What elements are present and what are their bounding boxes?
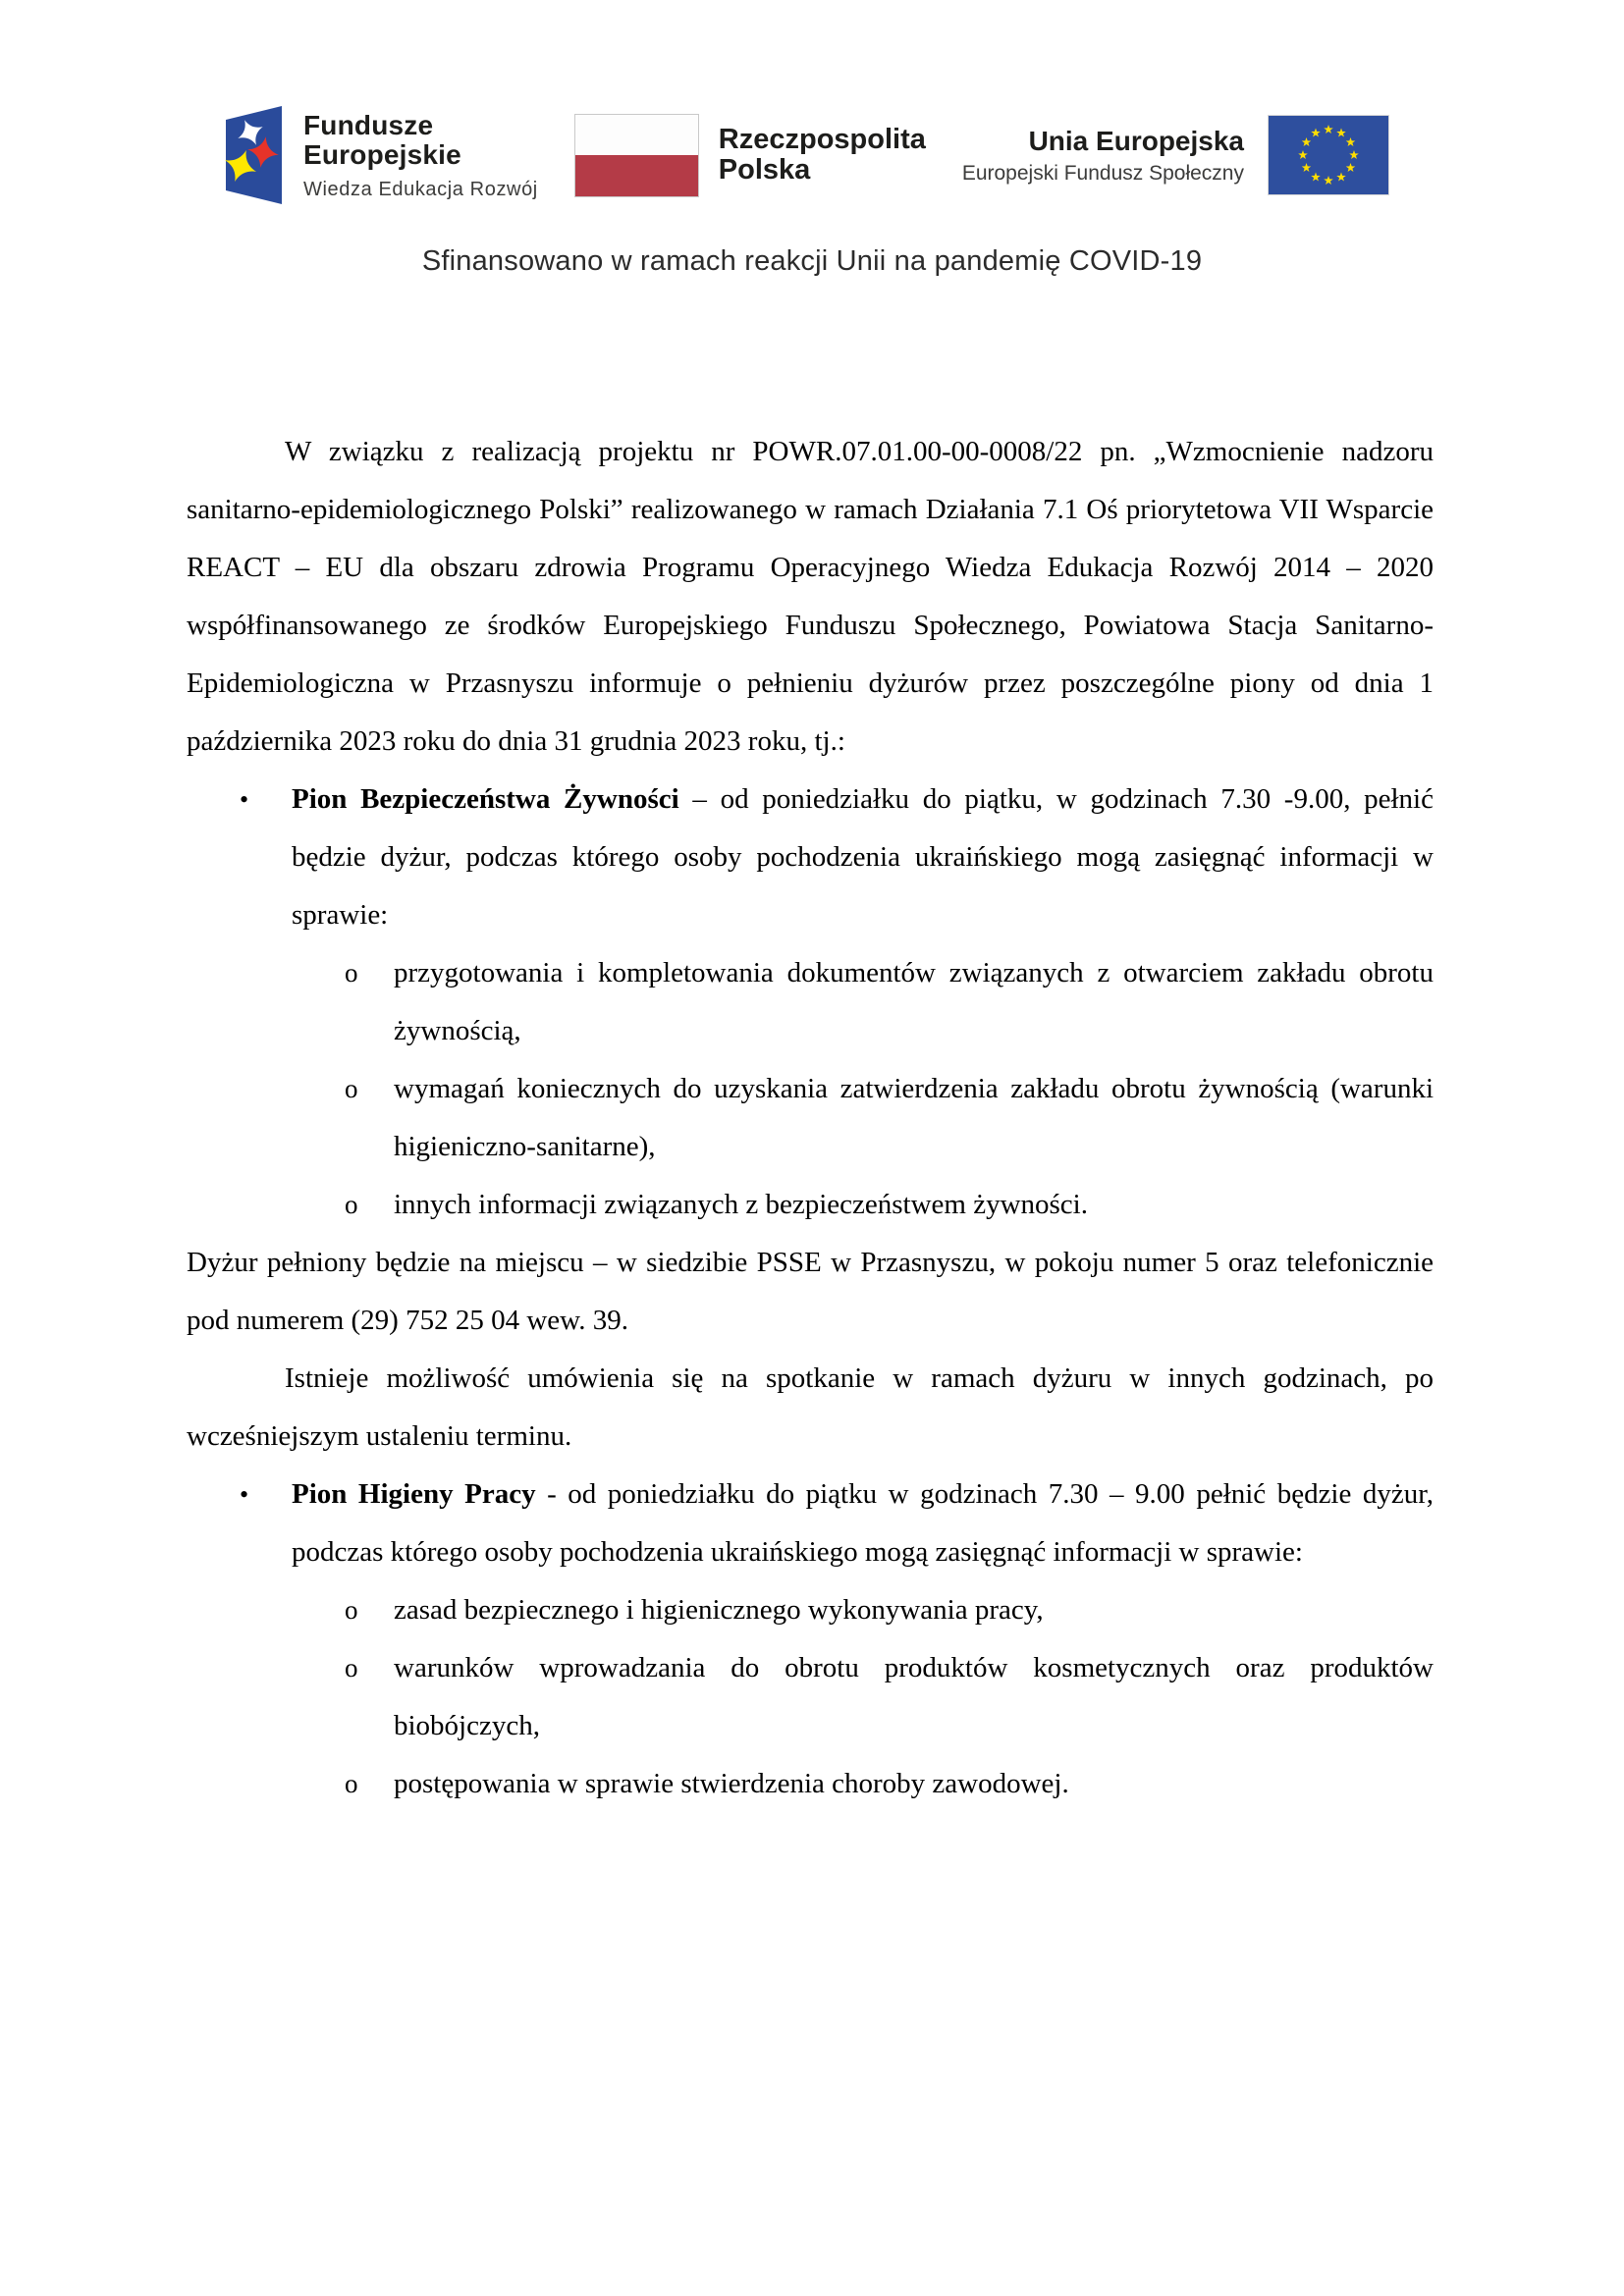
fe-title-line1: Fundusze bbox=[303, 109, 434, 140]
circle-bullet-icon: o bbox=[345, 1769, 358, 1798]
section-intro: – od poniedziałku do piątku, w godzinach 7.30 -9.00, pełnić będzie dyżur, podczas którego osoby pochodzenia ukraińskiego mogą zasięgnąć informacji w sprawie: bbox=[292, 783, 1434, 931]
pl-title-line2: Polska bbox=[718, 154, 811, 186]
unia-europejska-logo bbox=[962, 115, 1389, 195]
fe-logo-text bbox=[303, 111, 538, 200]
circle-bullet-icon: o bbox=[345, 1074, 358, 1103]
funding-tagline: Sfinansowano w ramach reakcji Unii na pandemię COVID-19 bbox=[421, 245, 1203, 277]
sub-list-item bbox=[345, 1755, 1434, 1813]
intro-paragraph: W związku z realizacją projektu nr POWR.07.01.00-00-0008/22 pn. „Wzmocnienie nadzoru sanitarno-epidemiologicznego Polski” realizowanego w ramach Działania 7.1 Oś priorytetowa VII Wsparcie REACT – EU dla obszaru zdrowia Programu Operacyjnego Wiedza Edukacja Rozwój 2014 – 2020 współfinansowanego ze środków Europejskiego Funduszu Społecznego, Powiatowa Stacja Sanitarno-Epidemiologiczna w Przasnyszu informuje o pełnieniu dyżurów przez poszczególne piony od dnia 1 października 2023 roku do dnia 31 grudnia 2023 roku, tj.: bbox=[187, 436, 1434, 757]
funding-logos-header bbox=[0, 0, 1624, 204]
section-intro: - od poniedziałku do piątku w godzinach 7.30 – 9.00 pełnić będzie dyżur, podczas którego osoby pochodzenia ukraińskiego mogą zasięgnąć informacji w sprawie: bbox=[292, 1478, 1434, 1568]
sub-item-text: innych informacji związanych z bezpieczeństwem żywności. bbox=[394, 1189, 1088, 1220]
duty-list-occupational-hygiene bbox=[187, 1466, 1434, 1813]
bullet-icon: • bbox=[240, 1480, 249, 1509]
sub-list-item bbox=[345, 1176, 1434, 1234]
sub-item-text: przygotowania i kompletowania dokumentów związanych z otwarciem zakładu obrotu żywnością, bbox=[394, 957, 1434, 1046]
appointment-paragraph: Istnieje możliwość umówienia się na spotkanie w ramach dyżuru w innych godzinach, po wcześniejszym ustaleniu terminu. bbox=[187, 1362, 1434, 1452]
fe-title-line2: Europejskie bbox=[303, 138, 461, 170]
poland-flag-icon bbox=[574, 114, 699, 197]
sub-list-food-safety bbox=[292, 944, 1434, 1234]
sub-list-item bbox=[345, 1060, 1434, 1176]
document-body bbox=[0, 423, 1624, 1813]
eu-subtitle: Europejski Fundusz Społeczny bbox=[961, 161, 1244, 185]
section-title: Pion Bezpieczeństwa Żywności bbox=[292, 783, 679, 815]
eu-title: Unia Europejska bbox=[1028, 125, 1244, 156]
sub-list-item bbox=[345, 1639, 1434, 1755]
sub-item-text: warunków wprowadzania do obrotu produktów kosmetycznych oraz produktów biobójczych, bbox=[394, 1652, 1434, 1741]
sub-item-text: zasad bezpiecznego i higienicznego wykonywania pracy, bbox=[394, 1594, 1044, 1626]
list-item-food-safety bbox=[240, 771, 1434, 1234]
sub-list-occupational-hygiene bbox=[292, 1581, 1434, 1813]
circle-bullet-icon: o bbox=[345, 958, 358, 988]
bullet-icon: • bbox=[240, 785, 249, 814]
eu-logo-text bbox=[962, 127, 1244, 185]
pl-title-line1: Rzeczpospolita bbox=[718, 124, 926, 155]
fe-subtitle: Wiedza Edukacja Rozwój bbox=[303, 178, 538, 200]
fundusze-europejskie-logo bbox=[226, 106, 538, 204]
sub-item-text: wymagań koniecznych do uzyskania zatwierdzenia zakładu obrotu żywnością (warunki higieniczno-sanitarne), bbox=[394, 1073, 1434, 1162]
rzeczpospolita-polska-logo bbox=[574, 114, 926, 197]
duty-list-food-safety bbox=[187, 771, 1434, 1234]
eu-flag-icon bbox=[1268, 115, 1389, 195]
duty-location-paragraph: Dyżur pełniony będzie na miejscu – w siedzibie PSSE w Przasnyszu, w pokoju numer 5 oraz telefonicznie pod numerem (29) 752 25 04 wew. 39. bbox=[187, 1247, 1434, 1336]
sub-list-item bbox=[345, 1581, 1434, 1639]
circle-bullet-icon: o bbox=[345, 1190, 358, 1219]
sub-list-item bbox=[345, 944, 1434, 1060]
circle-bullet-icon: o bbox=[345, 1595, 358, 1625]
list-item-occupational-hygiene bbox=[240, 1466, 1434, 1813]
sub-item-text: postępowania w sprawie stwierdzenia choroby zawodowej. bbox=[394, 1768, 1069, 1799]
fe-flag-icon bbox=[226, 106, 282, 204]
pl-logo-text bbox=[719, 125, 926, 186]
section-title: Pion Higieny Pracy bbox=[292, 1478, 536, 1510]
circle-bullet-icon: o bbox=[345, 1653, 358, 1682]
